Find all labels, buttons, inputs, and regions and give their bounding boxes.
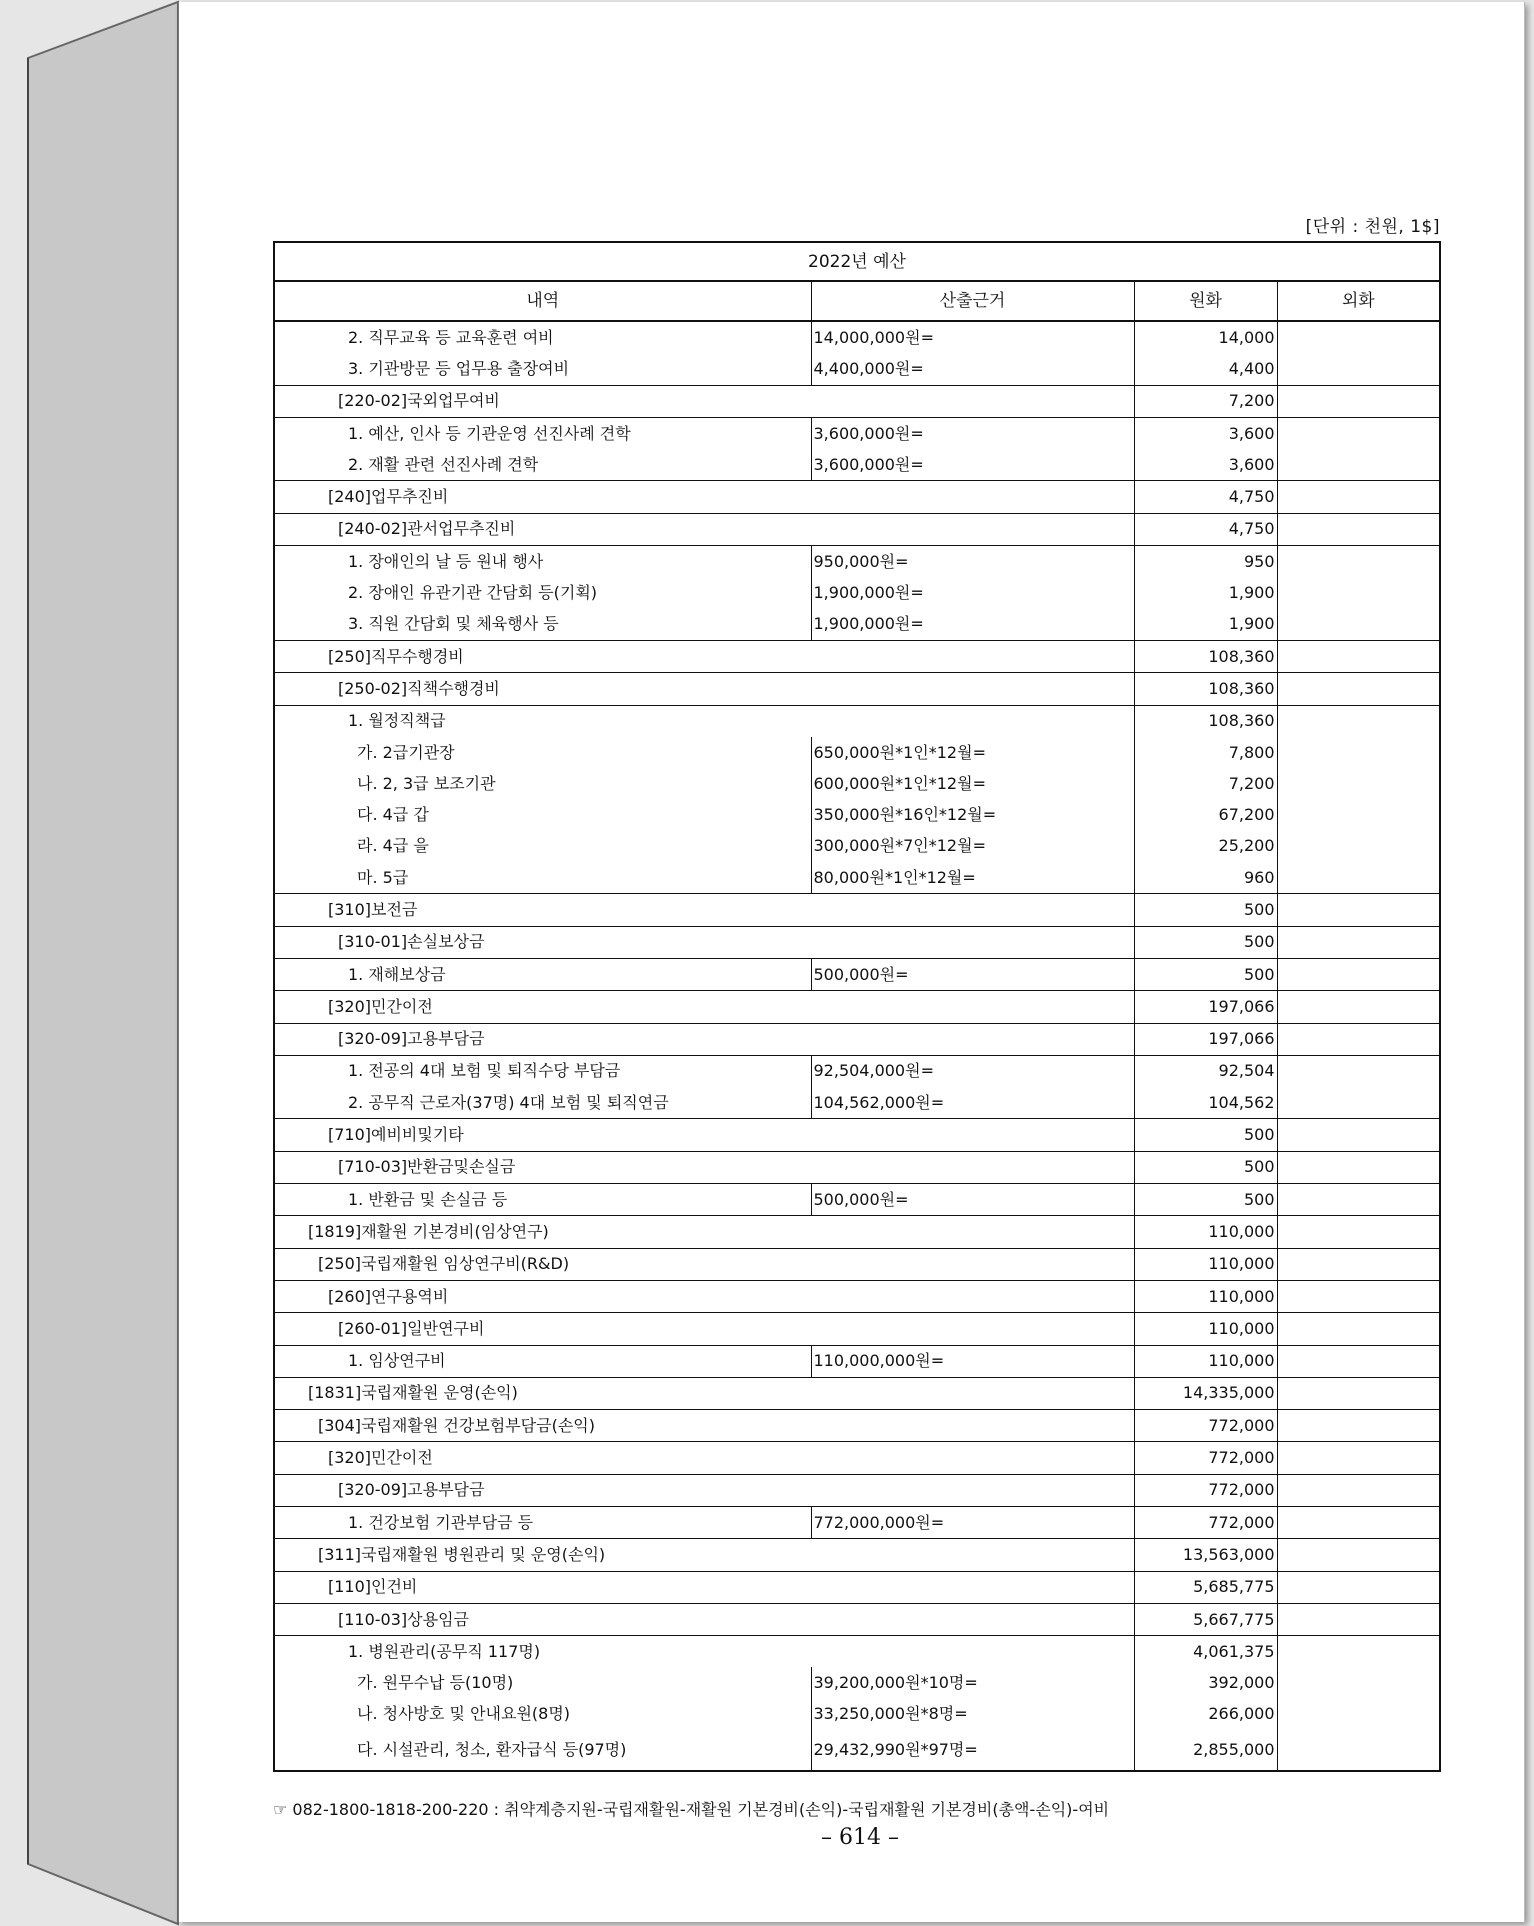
table-row bbox=[274, 991, 1440, 1023]
row-description: [110-03]상용임금 bbox=[274, 1603, 1134, 1635]
row-amount-foreign bbox=[1277, 1248, 1440, 1280]
row-amount-foreign bbox=[1277, 1184, 1440, 1216]
row-amount-foreign bbox=[1277, 768, 1440, 799]
row-basis: 3,600,000원= bbox=[811, 449, 1134, 481]
row-basis: 29,432,990원*97명= bbox=[811, 1730, 1134, 1771]
table-row bbox=[274, 737, 1440, 768]
row-basis: 4,400,000원= bbox=[811, 353, 1134, 385]
row-amount-foreign bbox=[1277, 1313, 1440, 1345]
row-amount-krw: 4,400 bbox=[1134, 353, 1277, 385]
header-krw: 원화 bbox=[1134, 281, 1277, 321]
row-description: [240]업무추진비 bbox=[274, 481, 1134, 513]
row-amount-krw: 1,900 bbox=[1134, 609, 1277, 641]
table-row bbox=[274, 1248, 1440, 1280]
row-amount-foreign bbox=[1277, 1151, 1440, 1183]
table-row bbox=[274, 1571, 1440, 1603]
row-description: [710]예비비및기타 bbox=[274, 1119, 1134, 1151]
row-amount-krw: 500 bbox=[1134, 894, 1277, 926]
row-amount-krw: 2,855,000 bbox=[1134, 1730, 1277, 1771]
table-row bbox=[274, 546, 1440, 578]
row-description: 2. 공무직 근로자(37명) 4대 보험 및 퇴직연금 bbox=[274, 1087, 811, 1119]
row-basis: 14,000,000원= bbox=[811, 321, 1134, 353]
row-description: [260]연구용역비 bbox=[274, 1280, 1134, 1312]
table-row bbox=[274, 449, 1440, 481]
row-amount-foreign bbox=[1277, 799, 1440, 830]
row-amount-krw: 772,000 bbox=[1134, 1442, 1277, 1474]
row-amount-foreign bbox=[1277, 862, 1440, 894]
table-row bbox=[274, 609, 1440, 641]
row-amount-krw: 500 bbox=[1134, 926, 1277, 958]
row-description: 마. 5급 bbox=[274, 862, 811, 894]
row-amount-krw: 14,000 bbox=[1134, 321, 1277, 353]
row-description: 라. 4급 을 bbox=[274, 831, 811, 862]
row-description: [250-02]직책수행경비 bbox=[274, 673, 1134, 705]
row-description: [1831]국립재활원 운영(손익) bbox=[274, 1377, 1134, 1409]
row-amount-foreign bbox=[1277, 449, 1440, 481]
table-row bbox=[274, 799, 1440, 830]
row-description: [320]민간이전 bbox=[274, 1442, 1134, 1474]
row-amount-krw: 500 bbox=[1134, 1184, 1277, 1216]
table-row bbox=[274, 1410, 1440, 1442]
row-amount-krw: 500 bbox=[1134, 1151, 1277, 1183]
row-description: 1. 전공의 4대 보험 및 퇴직수당 부담금 bbox=[274, 1055, 811, 1087]
row-description: [240-02]관서업무추진비 bbox=[274, 513, 1134, 545]
row-basis: 772,000,000원= bbox=[811, 1506, 1134, 1538]
row-amount-foreign bbox=[1277, 894, 1440, 926]
row-amount-foreign bbox=[1277, 737, 1440, 768]
row-description: [710-03]반환금및손실금 bbox=[274, 1151, 1134, 1183]
row-basis: 104,562,000원= bbox=[811, 1087, 1134, 1119]
row-amount-krw: 92,504 bbox=[1134, 1055, 1277, 1087]
row-description: 나. 2, 3급 보조기관 bbox=[274, 768, 811, 799]
row-amount-krw: 108,360 bbox=[1134, 640, 1277, 672]
row-amount-foreign bbox=[1277, 705, 1440, 737]
row-description: 3. 기관방문 등 업무용 출장여비 bbox=[274, 353, 811, 385]
table-row bbox=[274, 1539, 1440, 1571]
row-description: [304]국립재활원 건강보험부담금(손익) bbox=[274, 1410, 1134, 1442]
table-row bbox=[274, 1377, 1440, 1409]
row-amount-foreign bbox=[1277, 1603, 1440, 1635]
budget-table bbox=[273, 241, 1441, 1772]
row-amount-krw: 3,600 bbox=[1134, 417, 1277, 449]
header-basis: 산출근거 bbox=[811, 281, 1134, 321]
header-desc: 내역 bbox=[274, 281, 811, 321]
row-basis: 600,000원*1인*12월= bbox=[811, 768, 1134, 799]
row-description: 1. 병원관리(공무직 117명) bbox=[274, 1636, 1134, 1668]
row-description: 2. 장애인 유관기관 간담회 등(기획) bbox=[274, 577, 811, 608]
unit-label: [단위 : 천원, 1$] bbox=[1305, 217, 1440, 237]
table-row bbox=[274, 768, 1440, 799]
row-amount-krw: 67,200 bbox=[1134, 799, 1277, 830]
row-amount-krw: 7,800 bbox=[1134, 737, 1277, 768]
row-amount-foreign bbox=[1277, 1023, 1440, 1055]
row-basis: 500,000원= bbox=[811, 958, 1134, 990]
table-row bbox=[274, 385, 1440, 417]
row-basis: 350,000원*16인*12월= bbox=[811, 799, 1134, 830]
row-amount-foreign bbox=[1277, 1636, 1440, 1668]
row-description: 2. 재활 관련 선진사례 견학 bbox=[274, 449, 811, 481]
row-amount-foreign bbox=[1277, 1055, 1440, 1087]
table-row bbox=[274, 831, 1440, 862]
table-row bbox=[274, 417, 1440, 449]
row-amount-krw: 500 bbox=[1134, 1119, 1277, 1151]
table-row bbox=[274, 1184, 1440, 1216]
row-amount-krw: 25,200 bbox=[1134, 831, 1277, 862]
row-description: 1. 예산, 인사 등 기관운영 선진사례 견학 bbox=[274, 417, 811, 449]
table-row bbox=[274, 1474, 1440, 1506]
table-row bbox=[274, 1667, 1440, 1698]
row-amount-krw: 4,061,375 bbox=[1134, 1636, 1277, 1668]
row-description: 가. 2급기관장 bbox=[274, 737, 811, 768]
row-amount-foreign bbox=[1277, 609, 1440, 641]
row-amount-krw: 772,000 bbox=[1134, 1474, 1277, 1506]
footnote: ☞ 082-1800-1818-200-220 : 취약계층지원-국립재활원-재활원 기본경비(손익)-국립재활원 기본경비(총액-손익)-여비 bbox=[273, 1800, 1110, 1819]
row-description: [250]직무수행경비 bbox=[274, 640, 1134, 672]
row-amount-krw: 392,000 bbox=[1134, 1667, 1277, 1698]
row-basis: 650,000원*1인*12월= bbox=[811, 737, 1134, 768]
table-row bbox=[274, 1313, 1440, 1345]
table-row bbox=[274, 1699, 1440, 1730]
row-description: [320-09]고용부담금 bbox=[274, 1474, 1134, 1506]
row-basis: 80,000원*1인*12월= bbox=[811, 862, 1134, 894]
row-amount-krw: 7,200 bbox=[1134, 385, 1277, 417]
row-amount-foreign bbox=[1277, 1539, 1440, 1571]
row-amount-foreign bbox=[1277, 417, 1440, 449]
row-description: [310-01]손실보상금 bbox=[274, 926, 1134, 958]
page-number: – 614 – bbox=[821, 1825, 899, 1850]
table-row bbox=[274, 894, 1440, 926]
table-row bbox=[274, 321, 1440, 353]
row-description: 1. 장애인의 날 등 원내 행사 bbox=[274, 546, 811, 578]
row-amount-foreign bbox=[1277, 1442, 1440, 1474]
table-row bbox=[274, 673, 1440, 705]
row-description: [220-02]국외업무여비 bbox=[274, 385, 1134, 417]
row-amount-foreign bbox=[1277, 577, 1440, 608]
table-row bbox=[274, 1087, 1440, 1119]
row-amount-krw: 1,900 bbox=[1134, 577, 1277, 608]
row-description: [320-09]고용부담금 bbox=[274, 1023, 1134, 1055]
row-amount-krw: 110,000 bbox=[1134, 1216, 1277, 1248]
row-amount-krw: 5,667,775 bbox=[1134, 1603, 1277, 1635]
table-row bbox=[274, 1280, 1440, 1312]
row-amount-foreign bbox=[1277, 1087, 1440, 1119]
table-title: 2022년 예산 bbox=[274, 242, 1440, 281]
table-row bbox=[274, 1119, 1440, 1151]
row-amount-foreign bbox=[1277, 385, 1440, 417]
row-amount-krw: 3,600 bbox=[1134, 449, 1277, 481]
row-basis: 92,504,000원= bbox=[811, 1055, 1134, 1087]
row-amount-krw: 7,200 bbox=[1134, 768, 1277, 799]
row-basis: 33,250,000원*8명= bbox=[811, 1699, 1134, 1730]
row-description: [1819]재활원 기본경비(임상연구) bbox=[274, 1216, 1134, 1248]
row-amount-krw: 500 bbox=[1134, 958, 1277, 990]
row-basis: 500,000원= bbox=[811, 1184, 1134, 1216]
row-amount-krw: 110,000 bbox=[1134, 1248, 1277, 1280]
row-amount-foreign bbox=[1277, 481, 1440, 513]
row-amount-krw: 772,000 bbox=[1134, 1410, 1277, 1442]
row-amount-foreign bbox=[1277, 1280, 1440, 1312]
row-amount-foreign bbox=[1277, 1377, 1440, 1409]
row-basis: 3,600,000원= bbox=[811, 417, 1134, 449]
row-amount-foreign bbox=[1277, 673, 1440, 705]
row-basis: 110,000,000원= bbox=[811, 1345, 1134, 1377]
table-row bbox=[274, 481, 1440, 513]
row-description: 3. 직원 간담회 및 체육행사 등 bbox=[274, 609, 811, 641]
row-amount-krw: 14,335,000 bbox=[1134, 1377, 1277, 1409]
row-amount-krw: 110,000 bbox=[1134, 1345, 1277, 1377]
row-amount-foreign bbox=[1277, 1699, 1440, 1730]
row-amount-foreign bbox=[1277, 958, 1440, 990]
row-description: 1. 재해보상금 bbox=[274, 958, 811, 990]
row-amount-krw: 772,000 bbox=[1134, 1506, 1277, 1538]
table-row bbox=[274, 1506, 1440, 1538]
row-basis: 1,900,000원= bbox=[811, 577, 1134, 608]
row-amount-foreign bbox=[1277, 1730, 1440, 1771]
header-foreign: 외화 bbox=[1277, 281, 1440, 321]
row-amount-krw: 108,360 bbox=[1134, 705, 1277, 737]
row-amount-foreign bbox=[1277, 1667, 1440, 1698]
table-row bbox=[274, 705, 1440, 737]
table-row bbox=[274, 1023, 1440, 1055]
row-amount-krw: 108,360 bbox=[1134, 673, 1277, 705]
row-amount-foreign bbox=[1277, 640, 1440, 672]
row-description: [310]보전금 bbox=[274, 894, 1134, 926]
table-row bbox=[274, 577, 1440, 608]
row-amount-foreign bbox=[1277, 1410, 1440, 1442]
row-amount-foreign bbox=[1277, 1216, 1440, 1248]
row-amount-krw: 4,750 bbox=[1134, 481, 1277, 513]
table-row bbox=[274, 1216, 1440, 1248]
table-row bbox=[274, 926, 1440, 958]
table-row bbox=[274, 1603, 1440, 1635]
table-row bbox=[274, 1442, 1440, 1474]
row-amount-krw: 4,750 bbox=[1134, 513, 1277, 545]
table-row bbox=[274, 1055, 1440, 1087]
table-row bbox=[274, 1345, 1440, 1377]
row-amount-krw: 197,066 bbox=[1134, 991, 1277, 1023]
row-basis: 1,900,000원= bbox=[811, 609, 1134, 641]
table-row bbox=[274, 513, 1440, 545]
row-description: 2. 직무교육 등 교육훈련 여비 bbox=[274, 321, 811, 353]
row-amount-foreign bbox=[1277, 1474, 1440, 1506]
row-amount-foreign bbox=[1277, 926, 1440, 958]
row-description: 1. 임상연구비 bbox=[274, 1345, 811, 1377]
table-row bbox=[274, 958, 1440, 990]
table-row bbox=[274, 1636, 1440, 1668]
row-description: 나. 청사방호 및 안내요원(8명) bbox=[274, 1699, 811, 1730]
table-row bbox=[274, 353, 1440, 385]
row-description: 1. 반환금 및 손실금 등 bbox=[274, 1184, 811, 1216]
row-amount-krw: 5,685,775 bbox=[1134, 1571, 1277, 1603]
table-row bbox=[274, 1151, 1440, 1183]
row-amount-krw: 110,000 bbox=[1134, 1313, 1277, 1345]
row-amount-krw: 13,563,000 bbox=[1134, 1539, 1277, 1571]
row-basis: 300,000원*7인*12월= bbox=[811, 831, 1134, 862]
row-description: 가. 원무수납 등(10명) bbox=[274, 1667, 811, 1698]
row-description: 1. 월정직책급 bbox=[274, 705, 1134, 737]
row-amount-krw: 266,000 bbox=[1134, 1699, 1277, 1730]
row-description: 다. 4급 갑 bbox=[274, 799, 811, 830]
row-amount-foreign bbox=[1277, 831, 1440, 862]
table-row bbox=[274, 640, 1440, 672]
row-description: [250]국립재활원 임상연구비(R&D) bbox=[274, 1248, 1134, 1280]
row-description: 다. 시설관리, 청소, 환자급식 등(97명) bbox=[274, 1730, 811, 1771]
row-amount-foreign bbox=[1277, 353, 1440, 385]
row-basis: 39,200,000원*10명= bbox=[811, 1667, 1134, 1698]
row-description: [260-01]일반연구비 bbox=[274, 1313, 1134, 1345]
row-amount-foreign bbox=[1277, 991, 1440, 1023]
row-description: [110]인건비 bbox=[274, 1571, 1134, 1603]
row-description: [320]민간이전 bbox=[274, 991, 1134, 1023]
row-description: 1. 건강보험 기관부담금 등 bbox=[274, 1506, 811, 1538]
row-amount-foreign bbox=[1277, 321, 1440, 353]
row-amount-foreign bbox=[1277, 513, 1440, 545]
row-amount-krw: 197,066 bbox=[1134, 1023, 1277, 1055]
table-row bbox=[274, 862, 1440, 894]
row-amount-krw: 960 bbox=[1134, 862, 1277, 894]
row-amount-foreign bbox=[1277, 1119, 1440, 1151]
row-amount-krw: 950 bbox=[1134, 546, 1277, 578]
row-amount-foreign bbox=[1277, 546, 1440, 578]
table-row bbox=[274, 1730, 1440, 1771]
row-description: [311]국립재활원 병원관리 및 운영(손익) bbox=[274, 1539, 1134, 1571]
table-body bbox=[274, 321, 1440, 1771]
row-basis: 950,000원= bbox=[811, 546, 1134, 578]
row-amount-foreign bbox=[1277, 1506, 1440, 1538]
row-amount-krw: 104,562 bbox=[1134, 1087, 1277, 1119]
row-amount-foreign bbox=[1277, 1345, 1440, 1377]
row-amount-foreign bbox=[1277, 1571, 1440, 1603]
row-amount-krw: 110,000 bbox=[1134, 1280, 1277, 1312]
